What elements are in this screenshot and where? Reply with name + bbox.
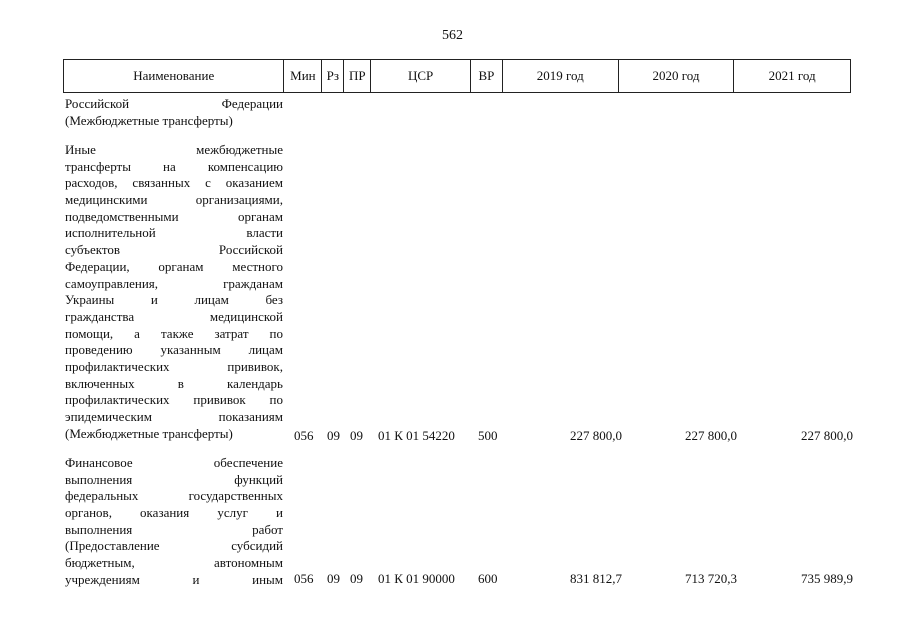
cell-2020: 713 720,3 [685, 571, 737, 586]
name-line: включенных в календарь [65, 375, 283, 391]
cell-2021: 227 800,0 [801, 428, 853, 443]
name-line: расходов, связанных с оказанием [65, 175, 283, 191]
header-csr: ЦСР [371, 60, 471, 92]
cell-csr: 01 К 01 54220 [378, 428, 455, 443]
name-line: бюджетным, автономным [65, 555, 283, 571]
table-row [0, 427, 905, 444]
name-line: самоуправления, гражданам [65, 275, 283, 291]
name-line: (Предоставление субсидий [65, 538, 283, 554]
name-line: Финансовое обеспечение [65, 455, 283, 470]
name-line: профилактических прививок, [65, 358, 283, 374]
name-line: эпидемическим показаниям [65, 409, 283, 424]
name-line: исполнительной власти [65, 225, 283, 241]
page-number: 562 [442, 28, 463, 43]
name-line: Федерации, органам местного [65, 258, 283, 274]
name-line: помощи, а также затрат по [65, 325, 283, 341]
header-vr: ВР [471, 60, 503, 92]
table-header [63, 59, 851, 93]
name-line: профилактических прививок по [65, 392, 283, 408]
header-pr: ПР [344, 60, 371, 92]
cell-min: 056 [294, 571, 314, 586]
name-line: Иные межбюджетные [65, 142, 283, 157]
name-line: учреждениям и иным [65, 571, 283, 587]
cell-2019: 227 800,0 [570, 428, 622, 443]
table-row-name [65, 142, 283, 442]
name-line: подведомственными органам [65, 208, 283, 224]
header-name: Наименование [64, 60, 284, 92]
table-row [0, 570, 905, 587]
name-line: трансферты на компенсацию [65, 158, 283, 174]
header-min: Мин [284, 60, 322, 92]
cell-vr: 500 [478, 428, 498, 443]
header-2020: 2020 год [619, 60, 735, 92]
table-row-name [65, 96, 283, 129]
cell-2019: 831 812,7 [570, 571, 622, 586]
name-line: выполнения работ [65, 521, 283, 537]
cell-vr: 600 [478, 571, 498, 586]
table-row-name [65, 455, 283, 589]
header-rz: Рз [322, 60, 344, 92]
name-line: (Межбюджетные трансферты) [65, 425, 233, 441]
name-line: Российской Федерации [65, 96, 283, 111]
cell-2021: 735 989,9 [801, 571, 853, 586]
name-line: Украины и лицам без [65, 292, 283, 308]
cell-2020: 227 800,0 [685, 428, 737, 443]
cell-rz: 09 [327, 571, 340, 586]
cell-pr: 09 [350, 571, 363, 586]
cell-pr: 09 [350, 428, 363, 443]
name-line: федеральных государственных [65, 488, 283, 504]
header-2019: 2019 год [503, 60, 619, 92]
name-line: проведению указанным лицам [65, 342, 283, 358]
cell-rz: 09 [327, 428, 340, 443]
name-line: органов, оказания услуг и [65, 505, 283, 521]
cell-min: 056 [294, 428, 314, 443]
name-line: гражданства медицинской [65, 308, 283, 324]
name-line: (Межбюджетные трансферты) [65, 112, 233, 128]
header-2021: 2021 год [768, 68, 816, 83]
name-line: выполнения функций [65, 471, 283, 487]
cell-csr: 01 К 01 90000 [378, 571, 455, 586]
name-line: медицинскими организациями, [65, 192, 283, 208]
name-line: субъектов Российской [65, 242, 283, 258]
